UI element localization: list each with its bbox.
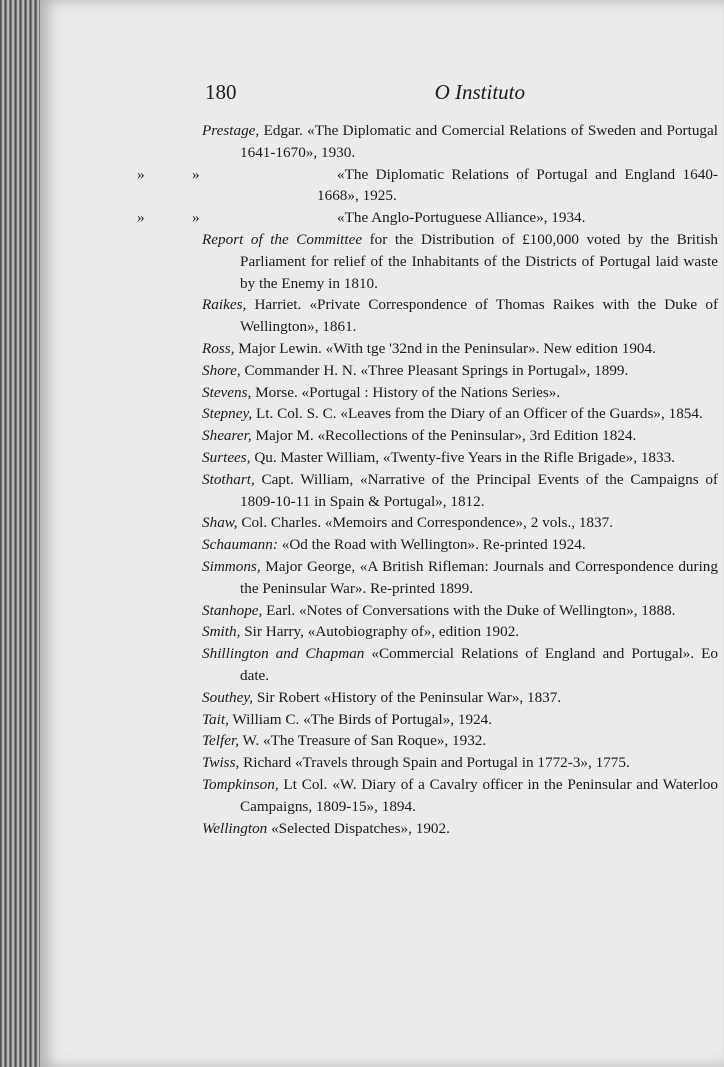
bibliography-entry [202, 229, 718, 294]
entry-text: Morse. «Portugal : History of the Nations Series». [251, 383, 561, 401]
entry-author: Report of the Committee [202, 230, 363, 248]
bibliography-entry [202, 469, 718, 513]
entry-author: Shearer, [202, 427, 252, 445]
running-title: O Instituto [434, 80, 525, 104]
entry-author: Stanhope, [202, 601, 263, 619]
entry-author: Stothart, [202, 470, 255, 488]
ditto-mark: » [192, 165, 200, 183]
entry-text: Capt. William, «Narrative of the Principal Events of the Campaigns of 1809-10-11 in Spain & Portugal», 1812. [240, 470, 718, 510]
ditto-mark: » [137, 165, 145, 183]
entry-author: Ross, [202, 339, 235, 357]
bibliography-entry [202, 709, 718, 731]
page-header [205, 80, 525, 108]
bibliography-entry [202, 556, 718, 600]
entry-author: Telfer, [202, 732, 239, 750]
entry-author: Shaw, [202, 514, 238, 532]
entry-text: Major George, «A British Rifleman: Journals and Correspondence during the Peninsular War». Re-printed 1899. [240, 557, 718, 597]
bibliography-entry [202, 730, 718, 752]
bibliography-entry [202, 294, 718, 338]
entry-author: Stevens, [202, 383, 252, 401]
entry-text: Richard «Travels through Spain and Portugal in 1772-3», 1775. [239, 754, 630, 772]
entry-text: Sir Harry, «Autobiography of», edition 1902. [240, 623, 520, 641]
bibliography-entry [202, 600, 718, 622]
entry-author: Southey, [202, 688, 254, 706]
bibliography-list [137, 120, 718, 839]
bibliography-entry [137, 207, 718, 229]
bibliography-entry [202, 447, 718, 469]
entry-author: Twiss, [202, 754, 240, 772]
entry-text: Major Lewin. «With tge '32nd in the Peninsular». New edition 1904. [234, 339, 656, 357]
entry-text: Harriet. «Private Correspondence of Thomas Raikes with the Duke of Wellington», 1861. [240, 296, 718, 336]
bibliography-entry [202, 360, 718, 382]
page-number: 180 [205, 80, 237, 104]
entry-text: for the Distribution of £100,000 voted by the British Parliament for relief of the Inhabitants of the Districts of Portugal laid waste by the Enemy in 1810. [240, 230, 718, 292]
entry-text: «Commercial Relations of England and Portugal». Eo date. [240, 645, 718, 684]
entry-author: Shore, [202, 361, 241, 379]
entry-text: «The Diplomatic Relations of Portugal and England 1640-1668», 1925. [317, 165, 718, 205]
entry-text: Col. Charles. «Memoirs and Correspondence», 2 vols., 1837. [237, 514, 614, 532]
entry-text: Lt. Col. S. C. «Leaves from the Diary of an Officer of the Guards», 1854. [252, 405, 703, 423]
bibliography-entry [202, 643, 718, 687]
book-page-edges [0, 0, 44, 1067]
entry-author: Surtees, [202, 448, 251, 466]
bibliography-entry [202, 338, 718, 360]
entry-text: Lt Col. «W. Diary of a Cavalry officer in the Peninsular and Waterloo Campaigns, 1809-15», 1894. [240, 775, 718, 815]
entry-author: Tait, [202, 710, 229, 728]
bibliography-entry [202, 752, 718, 774]
entry-text: Major M. «Recollections of the Peninsular», 3rd Edition 1824. [251, 427, 637, 445]
bibliography-entry [202, 774, 718, 818]
bibliography-entry [202, 512, 718, 534]
entry-author: Tompkinson, [202, 775, 279, 793]
bibliography-entry [202, 403, 718, 425]
entry-text: Qu. Master William, «Twenty-five Years in the Rifle Brigade», 1833. [250, 448, 675, 466]
bibliography-entry [202, 687, 718, 709]
entry-author: Shillington and Chapman [202, 645, 365, 663]
bibliography-entry [202, 120, 718, 164]
entry-author: Simmons, [202, 557, 261, 575]
ditto-mark: » [192, 209, 200, 227]
entry-text: «Selected Dispatches», 1902. [267, 819, 450, 837]
entry-author: Stepney, [202, 405, 253, 423]
entry-author: Prestage, [202, 122, 260, 139]
entry-author: Smith, [202, 623, 241, 641]
entry-text: William C. «The Birds of Portugal», 1924. [228, 710, 493, 728]
entry-author: Raikes, [202, 296, 247, 314]
entry-text: Edgar. «The Diplomatic and Comercial Relations of Sweden and Portugal 1641-1670», 1930. [240, 122, 718, 161]
entry-text: Commander H. N. «Three Pleasant Springs in Portugal», 1899. [240, 361, 629, 379]
bibliography-entry [202, 534, 718, 556]
bibliography-entry [137, 164, 718, 208]
entry-text: «The Anglo-Portuguese Alliance», 1934. [337, 209, 586, 227]
bibliography-entry [202, 818, 718, 840]
entry-text: Earl. «Notes of Conversations with the Duke of Wellington», 1888. [262, 601, 676, 619]
entry-text: «Od the Road with Wellington». Re-printed 1924. [277, 536, 586, 554]
bibliography-entry [202, 621, 718, 643]
bibliography-entry [202, 425, 718, 447]
entry-text: W. «The Treasure of San Roque», 1932. [239, 732, 487, 750]
entry-text: Sir Robert «History of the Peninsular War», 1837. [253, 688, 562, 706]
book-page [40, 0, 724, 1067]
entry-author: Wellington [202, 819, 268, 837]
ditto-mark: » [137, 209, 145, 227]
entry-author: Schaumann: [202, 536, 278, 554]
bibliography-entry [202, 382, 718, 404]
